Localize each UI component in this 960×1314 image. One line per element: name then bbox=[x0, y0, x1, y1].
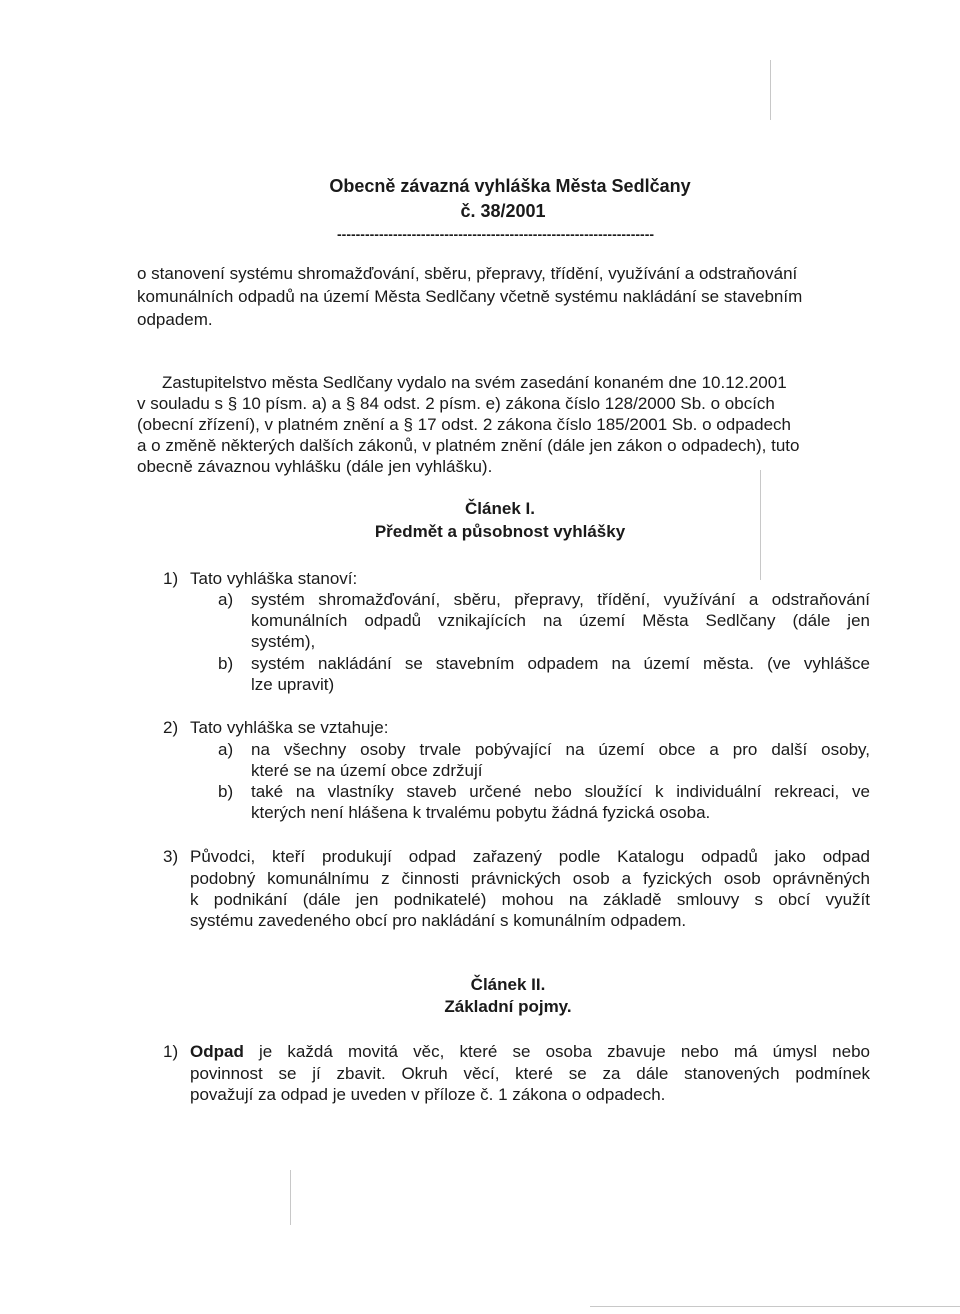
item-line: lze upravit) bbox=[251, 675, 335, 694]
document-title: Obecně závazná vyhláška Města Sedlčany bbox=[329, 176, 691, 196]
article-1-title: Předmět a působnost vyhlášky bbox=[374, 522, 626, 541]
item-line: systém), bbox=[251, 632, 316, 651]
paragraph-text: Tato vyhláška se vztahuje: bbox=[190, 718, 389, 737]
paragraph-line: je každá movitá věc, které se osoba zbavuje nebo má úmysl nebo bbox=[259, 1042, 870, 1061]
scan-artifact-line bbox=[290, 1170, 291, 1225]
paragraph-line: považují za odpad je uveden v příloze č. 1 zákona o odpadech. bbox=[190, 1085, 666, 1104]
paragraph-first-line bbox=[190, 1042, 870, 1062]
preamble-line: a o změně některých dalších zákonů, v platném znění (dále jen zákon o odpadech), tuto bbox=[137, 436, 800, 455]
paragraph-number: 1) bbox=[163, 569, 179, 588]
item-label: a) bbox=[218, 590, 234, 609]
defined-term: Odpad bbox=[190, 1042, 244, 1061]
paragraph-number: 2) bbox=[163, 718, 179, 737]
item-line: kterých není hlášena k trvalému pobytu žádná fyzická osoba. bbox=[251, 803, 711, 822]
item-line: také na vlastníky staveb určené nebo sloužící k individuální rekreaci, ve bbox=[251, 782, 870, 801]
subject-line: odpadem. bbox=[137, 310, 213, 329]
subject-line: komunálních odpadů na území Města Sedlčany včetně systému nakládání se stavebním bbox=[137, 287, 803, 306]
preamble-line: v souladu s § 10 písm. a) a § 84 odst. 2 písm. e) zákona číslo 128/2000 Sb. o obcích bbox=[137, 394, 775, 413]
article-1-heading: Článek I. bbox=[465, 499, 535, 518]
paragraph-line: povinnost se jí zbavit. Okruh věcí, které se za dále stanovených podmínek bbox=[190, 1064, 870, 1083]
item-line: systém nakládání se stavebním odpadem na území města. (ve vyhlášce bbox=[251, 654, 870, 673]
item-line: komunálních odpadů vznikajících na území Města Sedlčany (dále jen bbox=[251, 611, 870, 630]
scan-artifact-line bbox=[770, 60, 771, 120]
paragraph-line: systému zavedeného obcí pro nakládání s komunálním odpadem. bbox=[190, 911, 687, 930]
paragraph-line: podobný komunálnímu z činnosti právnických osob a fyzických osob oprávněných bbox=[190, 869, 870, 888]
item-label: b) bbox=[218, 654, 234, 673]
article-2-title: Základní pojmy. bbox=[444, 997, 572, 1016]
paragraph-number: 1) bbox=[163, 1042, 179, 1061]
item-label: a) bbox=[218, 740, 234, 759]
scan-artifact-line bbox=[590, 1306, 960, 1307]
paragraph-line: k podnikání (dále jen podnikatelé) mohou na základě smlouvy s obcí využít bbox=[190, 890, 870, 909]
paragraph-text: Tato vyhláška stanoví: bbox=[190, 569, 358, 588]
document-number: č. 38/2001 bbox=[460, 201, 546, 221]
subject-line: o stanovení systému shromažďování, sběru, přepravy, třídění, využívání a odstraňování bbox=[137, 264, 798, 283]
preamble-line: (obecní zřízení), v platném znění a § 17 odst. 2 zákona číslo 185/2001 Sb. o odpadech bbox=[137, 415, 791, 434]
article-2-heading: Článek II. bbox=[470, 975, 546, 994]
preamble-line: Zastupitelstvo města Sedlčany vydalo na svém zasedání konaném dne 10.12.2001 bbox=[162, 373, 787, 392]
item-label: b) bbox=[218, 782, 234, 801]
item-line: na všechny osoby trvale pobývající na území obce a pro další osoby, bbox=[251, 740, 870, 759]
paragraph-number: 3) bbox=[163, 847, 179, 866]
preamble-line: obecně závaznou vyhlášku (dále jen vyhlášku). bbox=[137, 457, 493, 476]
item-line: systém shromažďování, sběru, přepravy, třídění, využívání a odstraňování bbox=[251, 590, 870, 609]
paragraph-line: Původci, kteří produkují odpad zařazený podle Katalogu odpadů jako odpad bbox=[190, 847, 870, 866]
title-rule: -------------------------------------------------------------------- bbox=[337, 226, 655, 242]
item-line: které se na území obce zdržují bbox=[251, 761, 483, 780]
